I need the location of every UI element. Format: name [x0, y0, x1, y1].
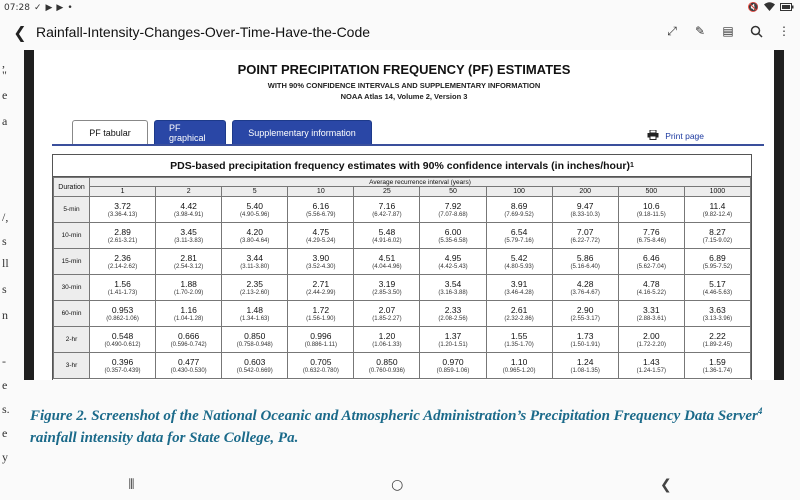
estimate-value: 1.37 — [444, 330, 462, 341]
estimate-value: 1.72 — [312, 304, 330, 315]
value-cell — [90, 275, 156, 301]
value-cell — [156, 327, 222, 353]
year-header-cell: 500 — [618, 187, 684, 197]
confidence-interval: (3.52-4.30) — [306, 263, 336, 270]
value-cell — [90, 327, 156, 353]
estimate-value: 2.35 — [246, 278, 263, 289]
year-header-cell: 2 — [156, 187, 222, 197]
estimate-value: 6.89 — [709, 252, 726, 263]
tab-pf-tabular[interactable]: PF tabular — [72, 120, 148, 144]
confidence-interval: (2.85-3.50) — [372, 289, 402, 296]
value-cell — [552, 275, 618, 301]
value-cell — [420, 197, 486, 223]
confidence-interval: (1.56-1.90) — [306, 315, 336, 322]
gutter-text: , — [2, 56, 5, 70]
confidence-interval: (7.15-9.02) — [702, 237, 733, 244]
gutter-text: " — [2, 68, 7, 82]
value-cell — [90, 197, 156, 223]
estimate-value: 3.45 — [180, 226, 197, 237]
value-cell — [222, 301, 288, 327]
confidence-interval: (2.32-2.86) — [504, 315, 534, 322]
pf-tabs — [72, 120, 372, 144]
estimate-value: 0.666 — [178, 330, 200, 341]
estimate-value: 2.36 — [114, 252, 131, 263]
gutter-text: - — [2, 354, 6, 368]
value-cell — [552, 327, 618, 353]
year-header-cell: 1000 — [684, 187, 750, 197]
estimate-value: 3.44 — [246, 252, 263, 263]
estimate-value: 4.28 — [576, 278, 594, 289]
value-cell — [618, 223, 684, 249]
estimate-value: 1.16 — [180, 304, 197, 315]
confidence-interval: (0.632-0.780) — [302, 367, 339, 374]
value-cell — [618, 249, 684, 275]
gutter-text: n — [2, 308, 8, 322]
confidence-interval: (8.33-10.3) — [570, 211, 600, 218]
table-title — [53, 155, 751, 177]
confidence-interval: (9.82-12.4) — [702, 211, 733, 218]
confidence-interval: (1.36-1.74) — [702, 367, 733, 374]
search-icon[interactable] — [748, 23, 764, 39]
value-cell — [156, 275, 222, 301]
value-cell — [486, 223, 552, 249]
value-cell — [486, 249, 552, 275]
estimate-value: 3.54 — [444, 278, 462, 289]
home-icon[interactable]: ○ — [391, 477, 404, 493]
table-row — [54, 197, 751, 223]
confidence-interval: (0.596-0.742) — [170, 341, 207, 348]
dot-icon: • — [67, 3, 73, 13]
estimate-value: 1.59 — [709, 356, 726, 367]
duration-cell: 2-hr — [54, 327, 90, 353]
confidence-interval: (0.542-0.669) — [236, 367, 273, 374]
value-cell — [90, 301, 156, 327]
confidence-interval: (2.61-3.21) — [107, 237, 138, 244]
more-icon[interactable]: ⋮ — [778, 24, 790, 38]
confidence-interval: (1.34-1.63) — [240, 315, 270, 322]
value-cell — [354, 275, 420, 301]
value-cell — [90, 249, 156, 275]
estimate-value: 2.90 — [576, 304, 594, 315]
caption-text: Figure 2. Screenshot of the National Oceanic and Atmospheric Administration’s Precipitation Frequency Data Server — [30, 408, 758, 424]
wifi-icon — [764, 2, 775, 14]
confidence-interval: (2.14-2.62) — [107, 263, 138, 270]
table-row — [54, 275, 751, 301]
confidence-interval: (6.42-7.87) — [372, 211, 402, 218]
value-cell — [552, 223, 618, 249]
confidence-interval: (5.62-7.04) — [636, 263, 666, 270]
value-cell — [420, 223, 486, 249]
estimate-value: 7.07 — [576, 226, 594, 237]
confidence-interval: (5.56-6.79) — [306, 211, 336, 218]
estimate-value: 8.69 — [510, 200, 528, 211]
confidence-interval: (1.35-1.70) — [504, 341, 534, 348]
estimate-value: 1.20 — [378, 330, 396, 341]
value-cell — [354, 197, 420, 223]
youtube-icon: ▶ — [56, 3, 64, 13]
value-cell — [684, 275, 750, 301]
estimate-value: 5.86 — [576, 252, 594, 263]
gutter-text: a — [2, 114, 8, 128]
value-cell — [288, 223, 354, 249]
estimate-value: 3.72 — [114, 200, 131, 211]
confidence-interval: (6.22-7.72) — [570, 237, 600, 244]
pf-subtitle-2: NOAA Atlas 14, Volume 2, Version 3 — [340, 92, 468, 101]
status-bar — [0, 0, 800, 16]
table-row — [54, 301, 751, 327]
estimate-value: 1.73 — [576, 330, 594, 341]
value-cell — [684, 197, 750, 223]
pf-title: POINT PRECIPITATION FREQUENCY (PF) ESTIMATES — [237, 62, 571, 77]
year-header-cell: 100 — [486, 187, 552, 197]
system-nav-bar — [0, 470, 800, 500]
value-cell — [288, 197, 354, 223]
estimate-value: 0.548 — [111, 330, 134, 341]
duration-cell: 5-min — [54, 197, 90, 223]
value-cell — [288, 353, 354, 379]
gutter-text: /, — [2, 210, 9, 224]
confidence-interval: (0.886-1.11) — [304, 341, 337, 348]
value-cell — [684, 249, 750, 275]
value-cell — [354, 301, 420, 327]
estimate-value: 0.705 — [310, 356, 332, 367]
estimate-value: 7.92 — [444, 200, 462, 211]
estimate-value: 5.48 — [378, 226, 396, 237]
estimate-value: 2.71 — [312, 278, 330, 289]
value-cell — [288, 275, 354, 301]
estimate-value: 1.88 — [180, 278, 197, 289]
value-cell — [552, 249, 618, 275]
estimate-value: 1.24 — [576, 356, 594, 367]
confidence-interval: (2.88-3.61) — [636, 315, 666, 322]
value-cell — [222, 275, 288, 301]
confidence-interval: (0.862-1.06) — [106, 315, 139, 322]
estimate-value: 0.996 — [310, 330, 332, 341]
value-cell — [684, 223, 750, 249]
gutter-text: e — [2, 378, 8, 392]
confidence-interval: (6.75-8.46) — [636, 237, 666, 244]
duration-cell: 15-min — [54, 249, 90, 275]
recents-icon[interactable]: ⦀ — [128, 477, 135, 493]
value-cell — [288, 301, 354, 327]
duration-cell: 30-min — [54, 275, 90, 301]
pf-table — [53, 177, 751, 379]
year-header-cell: 5 — [222, 187, 288, 197]
estimate-value: 3.63 — [709, 304, 726, 315]
confidence-interval: (4.16-5.22) — [636, 289, 666, 296]
duration-cell: 3-hr — [54, 353, 90, 379]
year-header-cell: 10 — [288, 187, 354, 197]
estimate-value: 3.19 — [378, 278, 396, 289]
year-header-cell: 50 — [420, 187, 486, 197]
value-cell — [618, 353, 684, 379]
value-cell — [684, 327, 750, 353]
value-cell — [552, 197, 618, 223]
value-cell — [90, 223, 156, 249]
estimate-value: 4.20 — [246, 226, 263, 237]
value-cell — [618, 327, 684, 353]
value-cell — [156, 249, 222, 275]
print-link[interactable] — [647, 130, 704, 142]
value-cell — [618, 197, 684, 223]
pf-table-body — [54, 197, 751, 379]
confidence-interval: (4.46-5.63) — [702, 289, 733, 296]
value-cell — [156, 301, 222, 327]
confidence-interval: (5.16-6.40) — [570, 263, 600, 270]
estimate-value: 8.27 — [709, 226, 726, 237]
confidence-interval: (2.54-3.12) — [173, 263, 204, 270]
value-cell — [420, 327, 486, 353]
confidence-interval: (1.24-1.57) — [636, 367, 666, 374]
caption-text-2: rainfall intensity data for State College, Pa. — [30, 430, 299, 446]
confidence-interval: (0.430-0.530) — [170, 367, 207, 374]
confidence-interval: (1.89-2.45) — [702, 341, 733, 348]
tab-supplementary-information[interactable]: Supplementary information — [232, 120, 372, 144]
value-cell — [156, 223, 222, 249]
duration-header: Duration — [54, 178, 90, 197]
estimate-value: 1.43 — [643, 356, 660, 367]
battery-icon — [780, 3, 794, 14]
duration-cell: 10-min — [54, 223, 90, 249]
value-cell — [222, 197, 288, 223]
year-header-cell: 25 — [354, 187, 420, 197]
table-row — [54, 249, 751, 275]
estimate-value: 5.40 — [246, 200, 263, 211]
estimate-value: 0.970 — [442, 356, 464, 367]
value-cell — [486, 353, 552, 379]
estimate-value: 0.477 — [178, 356, 200, 367]
confidence-interval: (1.20-1.51) — [438, 341, 468, 348]
estimate-value: 2.81 — [180, 252, 197, 263]
print-label: Print page — [665, 131, 704, 141]
figure-image — [24, 50, 784, 380]
pf-table-panel — [52, 154, 752, 380]
value-cell — [354, 327, 420, 353]
estimate-value: 1.56 — [114, 278, 131, 289]
estimate-value: 6.46 — [643, 252, 660, 263]
value-cell — [684, 353, 750, 379]
mute-icon: 🔇 — [747, 3, 759, 13]
estimate-value: 6.54 — [510, 226, 528, 237]
pf-subtitle: WITH 90% CONFIDENCE INTERVALS AND SUPPLEMENTARY INFORMATION — [267, 81, 541, 90]
estimate-value: 2.61 — [510, 304, 528, 315]
estimate-value: 3.91 — [510, 278, 528, 289]
confidence-interval: (3.13-3.96) — [702, 315, 733, 322]
table-title-footnote: 1 — [629, 162, 634, 169]
confidence-interval: (4.04-4.96) — [372, 263, 402, 270]
confidence-interval: (1.50-1.91) — [570, 341, 600, 348]
confidence-interval: (2.08-2.56) — [438, 315, 468, 322]
confidence-interval: (1.41-1.73) — [107, 289, 138, 296]
estimate-value: 2.07 — [378, 304, 396, 315]
confidence-interval: (0.758-0.948) — [236, 341, 273, 348]
table-title-text: PDS-based precipitation frequency estimates with 90% confidence intervals (in inches/hour) — [170, 159, 630, 172]
value-cell — [486, 327, 552, 353]
tab-pf-graphical[interactable]: PF graphical — [154, 120, 226, 144]
article-left-edge — [0, 48, 16, 468]
confidence-interval: (2.55-3.17) — [570, 315, 600, 322]
confidence-interval: (0.859-1.06) — [436, 367, 470, 374]
gutter-text: s — [2, 234, 7, 248]
confidence-interval: (2.44-2.99) — [306, 289, 336, 296]
confidence-interval: (0.965-1.20) — [502, 367, 536, 374]
year-header-cell: 200 — [552, 187, 618, 197]
confidence-interval: (4.90-5.96) — [240, 211, 270, 218]
estimate-value: 2.33 — [444, 304, 462, 315]
ari-header: Average recurrence interval (years) — [90, 178, 751, 187]
caption-footnote: 4 — [757, 406, 763, 416]
table-row — [54, 327, 751, 353]
confidence-interval: (1.85-2.27) — [372, 315, 402, 322]
value-cell — [618, 275, 684, 301]
estimate-value: 11.4 — [709, 200, 726, 211]
confidence-interval: (4.42-5.43) — [438, 263, 468, 270]
value-cell — [288, 327, 354, 353]
confidence-interval: (1.72-2.20) — [636, 341, 666, 348]
table-row — [54, 223, 751, 249]
estimate-value: 0.850 — [244, 330, 266, 341]
app-bar — [0, 16, 800, 48]
estimate-value: 1.48 — [246, 304, 263, 315]
estimate-value: 7.76 — [643, 226, 660, 237]
value-cell — [618, 301, 684, 327]
confidence-interval: (1.04-1.28) — [173, 315, 204, 322]
value-cell — [486, 301, 552, 327]
page-title: Rainfall-Intensity-Changes-Over-Time-Have-the-Code — [36, 24, 371, 40]
value-cell — [222, 327, 288, 353]
clock: 07:28 — [4, 3, 30, 13]
confidence-interval: (1.70-2.09) — [173, 289, 204, 296]
duration-cell: 60-min — [54, 301, 90, 327]
confidence-interval: (5.79-7.16) — [504, 237, 534, 244]
estimate-value: 6.00 — [444, 226, 462, 237]
estimate-value: 0.603 — [244, 356, 266, 367]
estimate-value: 4.75 — [312, 226, 330, 237]
back-icon[interactable]: ❮ — [659, 477, 672, 493]
confidence-interval: (1.08-1.35) — [570, 367, 600, 374]
value-cell — [420, 249, 486, 275]
confidence-interval: (9.18-11.5) — [636, 211, 666, 218]
value-cell — [90, 353, 156, 379]
value-cell — [222, 353, 288, 379]
confidence-interval: (4.29-5.24) — [306, 237, 336, 244]
estimate-value: 3.31 — [643, 304, 660, 315]
pf-page — [34, 50, 774, 380]
confidence-interval: (0.760-0.936) — [368, 367, 405, 374]
estimate-value: 5.42 — [510, 252, 528, 263]
confidence-interval: (3.80-4.64) — [240, 237, 270, 244]
estimate-value: 1.10 — [510, 356, 528, 367]
estimate-value: 10.6 — [643, 200, 660, 211]
value-cell — [420, 301, 486, 327]
confidence-interval: (7.69-9.52) — [504, 211, 534, 218]
confidence-interval: (1.06-1.33) — [372, 341, 402, 348]
confidence-interval: (7.07-8.68) — [438, 211, 468, 218]
confidence-interval: (0.490-0.612) — [104, 341, 141, 348]
gutter-text: s — [2, 282, 7, 296]
value-cell — [552, 301, 618, 327]
confidence-interval: (3.76-4.67) — [570, 289, 600, 296]
value-cell — [156, 353, 222, 379]
value-cell — [354, 223, 420, 249]
confidence-interval: (5.35-6.58) — [438, 237, 468, 244]
estimate-value: 4.95 — [444, 252, 462, 263]
back-arrow-icon[interactable]: ❮ — [13, 22, 27, 42]
confidence-interval: (3.36-4.13) — [107, 211, 138, 218]
value-cell — [354, 353, 420, 379]
edit-icon[interactable]: ✎ — [694, 24, 706, 38]
table-row — [54, 353, 751, 379]
estimate-value: 0.850 — [376, 356, 398, 367]
estimate-value: 9.47 — [576, 200, 594, 211]
gutter-text: s. — [2, 402, 10, 416]
value-cell — [354, 249, 420, 275]
value-cell — [420, 275, 486, 301]
estimate-value: 5.17 — [709, 278, 726, 289]
estimate-value: 1.55 — [510, 330, 528, 341]
confidence-interval: (3.11-3.83) — [174, 237, 204, 244]
confidence-interval: (3.98-4.91) — [173, 211, 204, 218]
value-cell — [552, 353, 618, 379]
value-cell — [684, 301, 750, 327]
estimate-value: 2.00 — [643, 330, 660, 341]
estimate-value: 4.42 — [180, 200, 197, 211]
reader-icon[interactable]: ▤ — [722, 24, 734, 38]
confidence-interval: (3.11-3.80) — [240, 263, 270, 270]
tab-divider — [52, 144, 764, 146]
gutter-text: e — [2, 88, 8, 102]
value-cell — [486, 197, 552, 223]
check-icon: ✓ — [33, 3, 42, 13]
estimate-value: 4.51 — [378, 252, 396, 263]
estimate-value: 0.953 — [111, 304, 134, 315]
estimate-value: 3.90 — [312, 252, 330, 263]
value-cell — [222, 249, 288, 275]
year-header-cell: 1 — [90, 187, 156, 197]
estimate-value: 2.89 — [114, 226, 131, 237]
value-cell — [222, 223, 288, 249]
youtube-icon: ▶ — [45, 3, 53, 13]
estimate-value: 2.22 — [709, 330, 726, 341]
figure-caption — [30, 400, 790, 449]
estimate-value: 6.16 — [312, 200, 330, 211]
confidence-interval: (4.80-5.93) — [504, 263, 534, 270]
estimate-value: 4.78 — [643, 278, 660, 289]
confidence-interval: (3.46-4.28) — [504, 289, 534, 296]
gutter-text: e — [2, 426, 8, 440]
gutter-text: ll — [2, 256, 9, 270]
confidence-interval: (2.13-2.60) — [240, 289, 270, 296]
value-cell — [486, 275, 552, 301]
value-cell — [420, 353, 486, 379]
fullscreen-icon[interactable]: ⤢ — [667, 23, 677, 38]
confidence-interval: (3.16-3.88) — [438, 289, 468, 296]
estimate-value: 0.396 — [111, 356, 134, 367]
year-header-row — [54, 187, 751, 197]
estimate-value: 7.16 — [378, 200, 396, 211]
gutter-text: y — [2, 450, 8, 464]
value-cell — [288, 249, 354, 275]
printer-icon — [647, 130, 659, 142]
confidence-interval: (0.357-0.439) — [104, 367, 141, 374]
confidence-interval: (5.95-7.52) — [702, 263, 733, 270]
confidence-interval: (4.91-6.02) — [372, 237, 402, 244]
value-cell — [156, 197, 222, 223]
